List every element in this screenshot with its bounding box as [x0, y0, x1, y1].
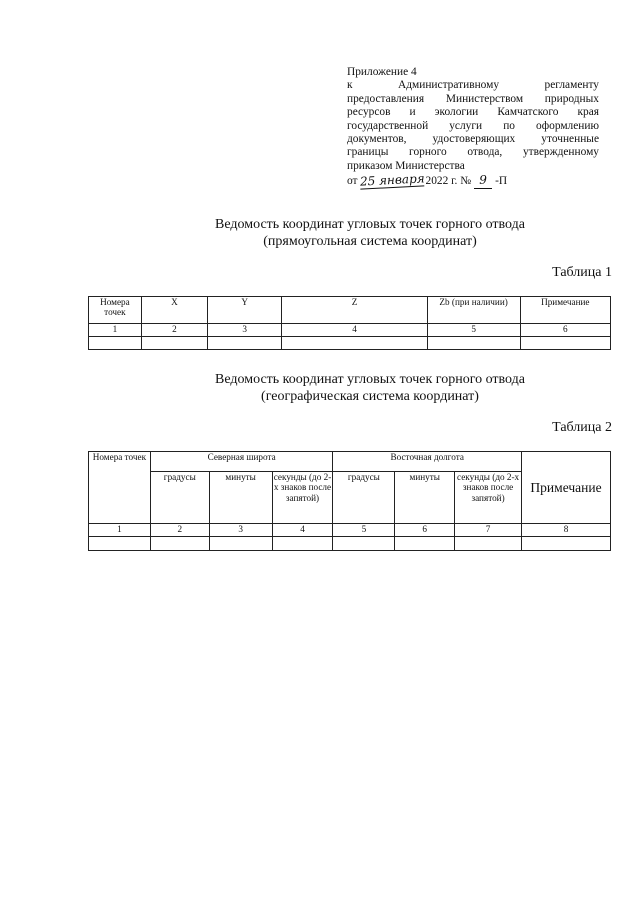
table1-empty-row — [89, 337, 611, 350]
table2-number-cell: 7 — [455, 524, 522, 537]
table1-header-cell: Примечание — [520, 297, 610, 324]
table2-empty-cell — [89, 537, 151, 551]
table2 — [88, 451, 611, 551]
table2-empty-cell — [522, 537, 611, 551]
table1-empty-cell — [89, 337, 142, 350]
table2-north-latitude-header: Северная широта — [150, 452, 333, 472]
table2-east-longitude-header: Восточная долгота — [333, 452, 522, 472]
table2-title: Ведомость координат угловых точек горного отвода — [215, 372, 525, 387]
table2-points-header: Номера точек — [89, 452, 151, 524]
table1-number-cell: 4 — [282, 324, 427, 337]
table2-label: Таблица 2 — [552, 420, 612, 435]
appendix-text-line: предоставления Министерством природных — [347, 92, 599, 105]
appendix-text-line: ресурсов и экологии Камчатского края — [347, 106, 599, 119]
order-date-line — [347, 171, 599, 189]
table1-empty-cell — [427, 337, 520, 350]
table2-group-header-row — [89, 452, 611, 472]
table2-number-cell: 5 — [333, 524, 395, 537]
table2-empty-cell — [150, 537, 209, 551]
table2-empty-cell — [455, 537, 522, 551]
appendix-text-line: к Административному регламенту — [347, 79, 599, 92]
order-number-suffix: -П — [495, 175, 508, 188]
table1-title: Ведомость координат угловых точек горного отвода — [215, 217, 525, 232]
table1-header-cell: Zb (при наличии) — [427, 297, 520, 324]
table1-header-cell: X — [141, 297, 207, 324]
table2-number-row — [89, 524, 611, 537]
table2-empty-row — [89, 537, 611, 551]
table2-heading — [150, 371, 590, 405]
table1-empty-cell — [520, 337, 610, 350]
table2-note-header: Примечание — [522, 452, 611, 524]
table1-number-row — [89, 324, 611, 337]
table2-empty-cell — [333, 537, 395, 551]
table2-subheader-cell: секунды (до 2-х знаков после запятой) — [272, 472, 333, 524]
appendix-text-line: государственной услуги по оформлению — [347, 119, 599, 132]
appendix-header — [347, 66, 599, 189]
table2-subtitle: (географическая система координат) — [261, 389, 479, 404]
table1-empty-cell — [208, 337, 282, 350]
table2-number-cell: 2 — [150, 524, 209, 537]
table1-header-cell: Номера точек — [89, 297, 142, 324]
appendix-title: Приложение 4 — [347, 66, 417, 78]
table1-number-cell: 5 — [427, 324, 520, 337]
table1-empty-cell — [282, 337, 427, 350]
table2-subheader-cell: градусы — [333, 472, 395, 524]
table2-number-cell: 3 — [209, 524, 272, 537]
table2-number-cell: 8 — [522, 524, 611, 537]
table1-label: Таблица 1 — [552, 265, 612, 280]
table1-header-row — [89, 297, 611, 324]
appendix-text-line: документов, удостоверяющих уточненные — [347, 133, 599, 146]
table1-header-cell: Y — [208, 297, 282, 324]
table1-subtitle: (прямоугольная система координат) — [263, 234, 477, 249]
table2-empty-cell — [395, 537, 455, 551]
table1-empty-cell — [141, 337, 207, 350]
date-prefix: от — [347, 175, 358, 188]
table2-number-cell: 1 — [89, 524, 151, 537]
table1-number-cell: 2 — [141, 324, 207, 337]
order-year: 2022 г. № — [425, 175, 472, 188]
appendix-text-line: приказом Министерства — [347, 159, 465, 172]
table2-empty-cell — [209, 537, 272, 551]
table1-header-cell: Z — [282, 297, 427, 324]
table1-number-cell: 6 — [520, 324, 610, 337]
appendix-text-line: границы горного отвода, утвержденному — [347, 146, 599, 159]
table2-subheader-cell: секунды (до 2-х знаков после запятой) — [455, 472, 522, 524]
table2-subheader-cell: минуты — [209, 472, 272, 524]
table1-number-cell: 1 — [89, 324, 142, 337]
table2-subheader-cell: минуты — [395, 472, 455, 524]
table1-heading — [150, 216, 590, 250]
handwritten-date: 25 января — [359, 171, 425, 189]
table1-number-cell: 3 — [208, 324, 282, 337]
table1 — [88, 296, 611, 350]
table2-empty-cell — [272, 537, 333, 551]
table2-number-cell: 6 — [395, 524, 455, 537]
table2-number-cell: 4 — [272, 524, 333, 537]
table2-subheader-cell: градусы — [150, 472, 209, 524]
handwritten-order-number: 9 — [474, 174, 492, 188]
